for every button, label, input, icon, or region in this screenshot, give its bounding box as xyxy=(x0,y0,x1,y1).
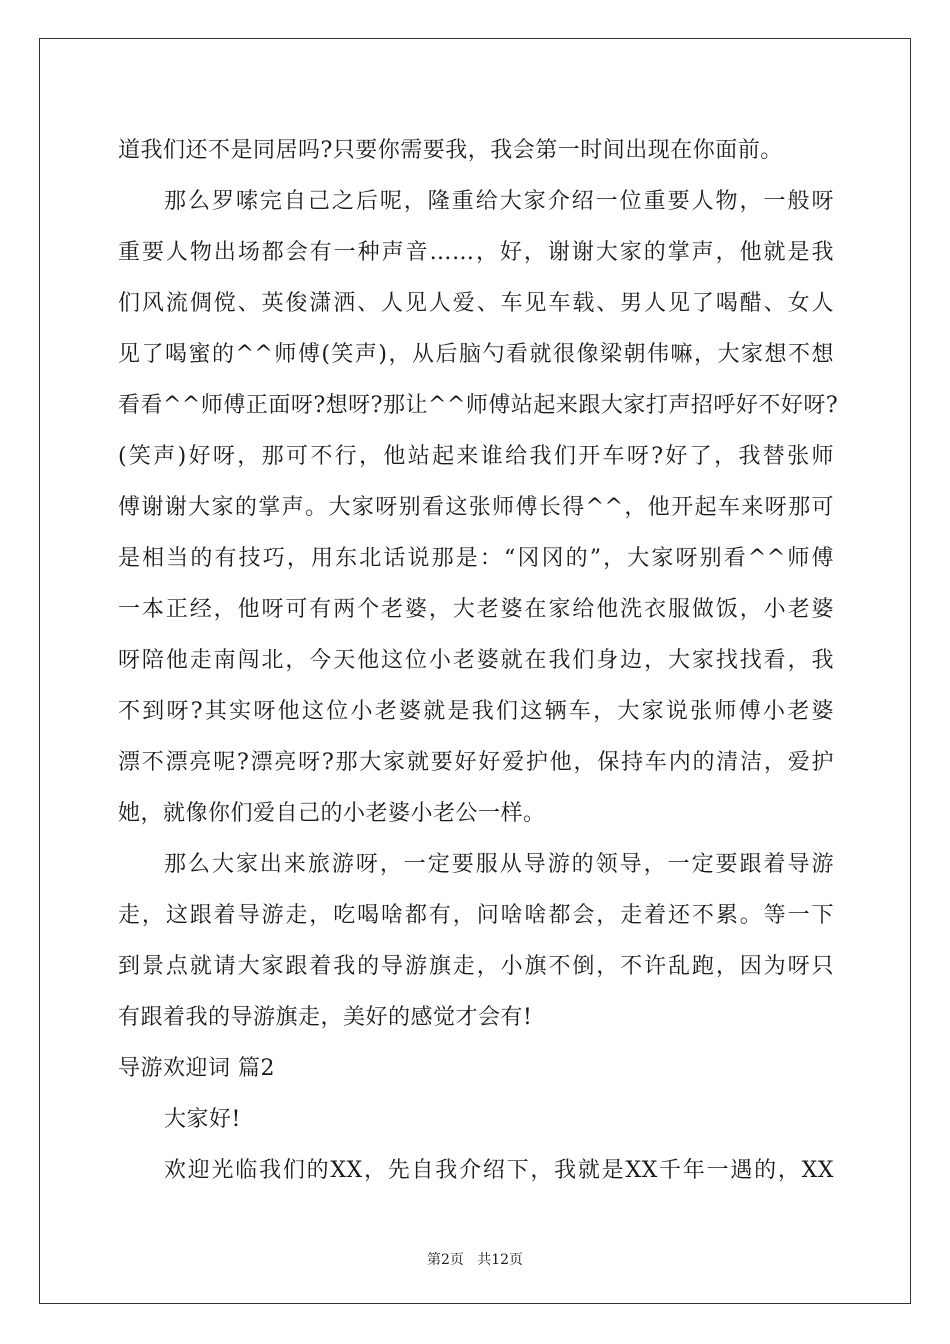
text-line: 呀陪他走南闯北，今天他这位小老婆就在我们身边，大家找找看，我 xyxy=(118,648,834,673)
text-line: 有跟着我的导游旗走，美好的感觉才会有! xyxy=(118,1005,533,1030)
text-line: 她，就像你们爱自己的小老婆小老公一样。 xyxy=(118,801,546,826)
text-line: 重要人物出场都会有一种声音……，好，谢谢大家的掌声，他就是我 xyxy=(118,240,834,265)
text-line: (笑声)好呀，那可不行，他站起来谁给我们开车呀?好了，我替张师 xyxy=(118,444,834,469)
text-line: 见了喝蜜的^^师傅(笑声)，从后脑勺看就很像梁朝伟嘛，大家想不想 xyxy=(118,342,834,367)
text-line: 一本正经，他呀可有两个老婆，大老婆在家给他洗衣服做饭，小老婆 xyxy=(118,597,834,622)
text-line: 到景点就请大家跟着我的导游旗走，小旗不倒，不许乱跑，因为呀只 xyxy=(118,954,834,979)
text-line: 道我们还不是同居吗?只要你需要我，我会第一时间出现在你面前。 xyxy=(118,138,783,163)
page-number-footer: 第2页 共12页 xyxy=(426,1252,524,1268)
text-line: 是相当的有技巧，用东北话说那是：“冈冈的”，大家呀别看^^师傅 xyxy=(118,546,834,571)
greeting-line: 大家好! xyxy=(164,1107,241,1132)
text-line: 漂不漂亮呢?漂亮呀?那大家就要好好爱护他，保持车内的清洁，爱护 xyxy=(118,750,834,775)
text-line: 不到呀?其实呀他这位小老婆就是我们这辆车，大家说张师傅小老婆 xyxy=(118,699,834,724)
paragraph-start-line: 那么罗嗦完自己之后呢，隆重给大家介绍一位重要人物，一般呀 xyxy=(164,189,834,214)
text-line: 傅谢谢大家的掌声。大家呀别看这张师傅长得^^，他开起车来呀那可 xyxy=(118,495,834,520)
document-body xyxy=(118,125,839,1196)
paragraph-start-line: 欢迎光临我们的XX，先自我介绍下，我就是XX千年一遇的，XX xyxy=(164,1158,834,1183)
section-heading: 导游欢迎词 篇2 xyxy=(118,1056,275,1081)
text-line: 看看^^师傅正面呀?想呀?那让^^师傅站起来跟大家打声招呼好不好呀? xyxy=(118,393,839,418)
text-line: 们风流倜傥、英俊潇洒、人见人爱、车见车载、男人见了喝醋、女人 xyxy=(118,291,834,316)
paragraph-start-line: 那么大家出来旅游呀，一定要服从导游的领导，一定要跟着导游 xyxy=(164,852,834,877)
text-line: 走，这跟着导游走，吃喝啥都有，问啥啥都会，走着还不累。等一下 xyxy=(118,903,834,928)
